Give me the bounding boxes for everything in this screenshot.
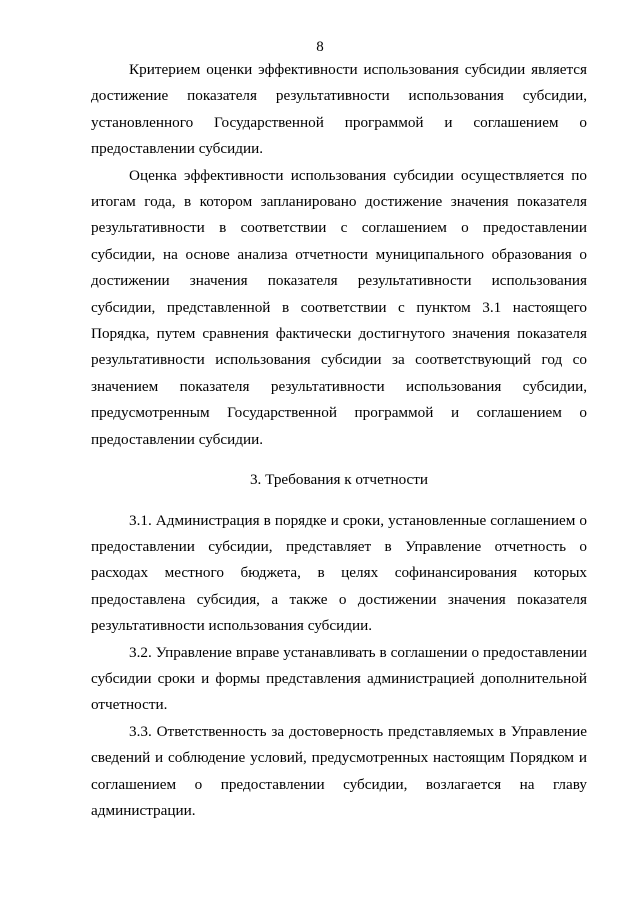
document-body	[91, 57, 587, 824]
page-number: 8	[316, 39, 324, 55]
paragraph-3-1: 3.1. Администрация в порядке и сроки, установленные соглашением о предоставлении субсидии, представляет в Управление отчетность о расходах местного бюджета, в целях софинансирования которых предоставлена субсидия, а также о достижении значения показателя результативности использования субсидии.	[91, 511, 587, 635]
paragraph-efficiency-assessment: Оценка эффективности использования субсидии осуществляется по итогам года, в котором запланировано достижение значения показателя результативности в соответствии с соглашением о предоставлении субсидии, на основе анализа отчетности муниципального образования о достижении значения показателя результативности использования субсидии, представленной в соответствии с пунктом 3.1 настоящего Порядка, путем сравнения фактически достигнутого значения показателя результативности использования субсидии за соответствующий год со значением показателя результативности использования субсидии, предусмотренным Государственной программой и соглашением о предоставлении субсидии.	[91, 166, 587, 448]
section-heading-reporting-requirements: 3. Требования к отчетности	[249, 471, 429, 489]
paragraph-efficiency-criterion: Критерием оценки эффективности использования субсидии является достижение показателя результативности использования субсидии, установленного Государственной программой и соглашением о предоставлении субсидии.	[91, 61, 587, 158]
paragraph-3-2: 3.2. Управление вправе устанавливать в соглашении о предоставлении субсидии сроки и формы представления администрацией дополнительной отчетности.	[91, 643, 587, 714]
paragraph-3-3: 3.3. Ответственность за достоверность представляемых в Управление сведений и соблюдение условий, предусмотренных настоящим Порядком и соглашением о предоставлении субсидии, возлагается на главу администрации.	[91, 722, 587, 819]
